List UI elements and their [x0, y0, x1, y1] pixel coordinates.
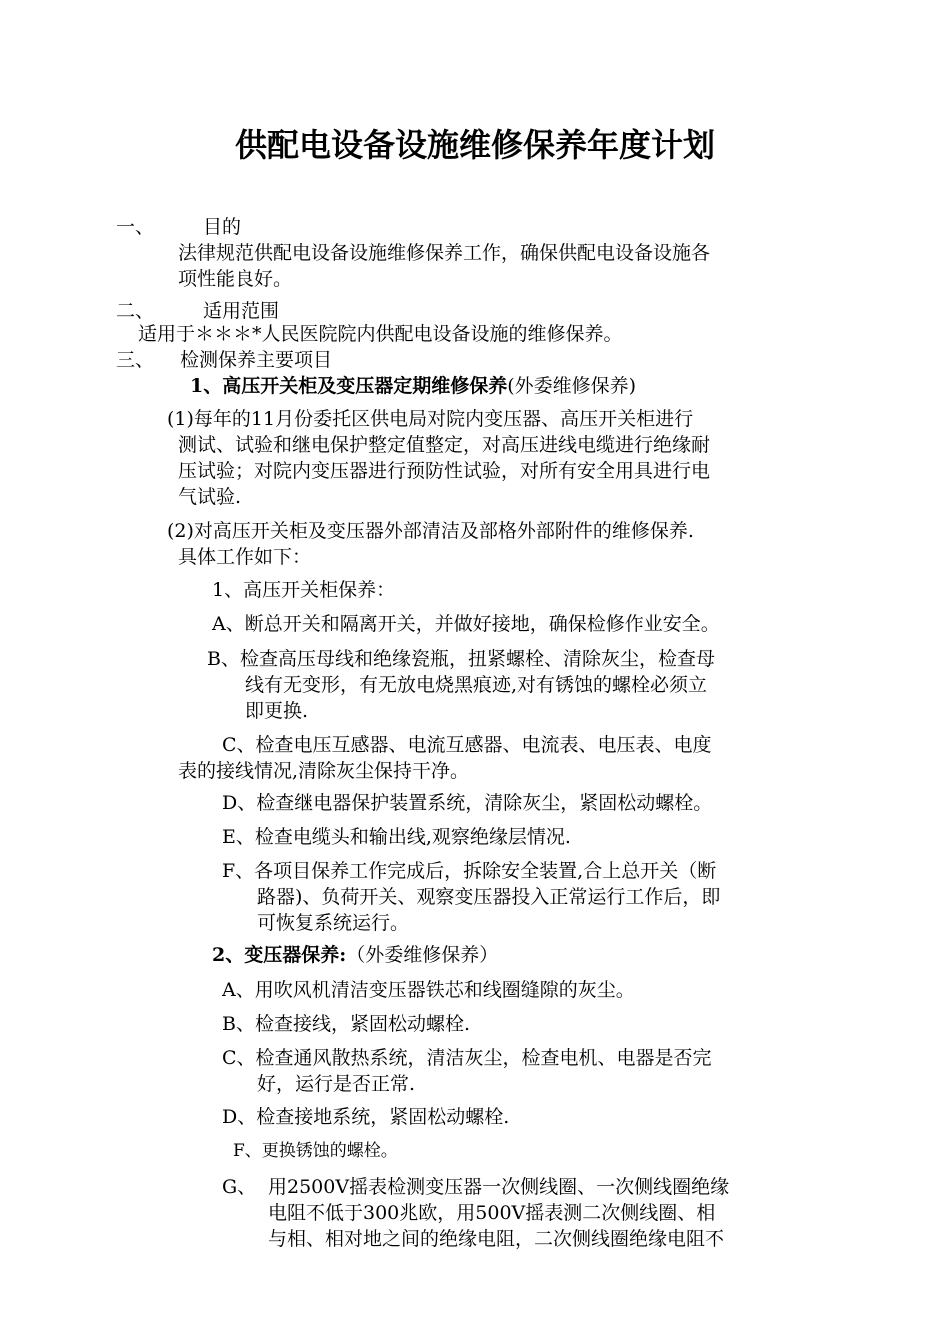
tr-item-g-label: G、 — [222, 1176, 257, 1198]
section-1-heading: 目的 — [203, 216, 242, 238]
hv-item-b-line3: 即更换. — [245, 700, 309, 722]
section-1-body-line2: 项性能良好。 — [178, 268, 293, 290]
tr-item-g-line2: 电阻不低于300兆欧，用500V摇表测二次侧线圈、相 — [268, 1202, 716, 1224]
tr-item-a: A、用吹风机清洁变压器铁芯和线圈缝隙的灰尘。 — [222, 979, 635, 1001]
tr-item-f: F、更换锈蚀的螺栓。 — [233, 1141, 398, 1161]
hv-cabinet-heading: 1、高压开关柜保养： — [212, 579, 396, 601]
section-2-heading: 适用范围 — [203, 300, 280, 322]
hv-item-f-line3: 可恢复系统运行。 — [257, 912, 410, 934]
section-2-body: 适用于＊＊＊*人民医院院内供配电设备设施的维修保养。 — [138, 323, 623, 345]
paragraph-1-line1: (1)每年的11月份委托区供电局对院内变压器、高压开关柜进行 — [167, 408, 694, 430]
section-3-heading: 检测保养主要项目 — [180, 349, 333, 371]
section-3-number: 三、 — [116, 349, 155, 371]
tr-item-b: B、检查接线，紧固松动螺栓. — [222, 1013, 471, 1035]
transformer-heading-bold: 2、变压器保养: — [212, 944, 347, 966]
subsection-1-heading — [190, 372, 636, 401]
transformer-heading — [212, 941, 498, 970]
subsection-1-heading-note: (外委维修保养) — [507, 375, 637, 397]
paragraph-2-line2: 具体工作如下： — [178, 546, 312, 568]
document-title: 供配电设备设施维修保养年度计划 — [234, 126, 715, 164]
section-1-number: 一、 — [116, 216, 155, 238]
paragraph-1-line2: 测试、试验和继电保护整定值整定，对高压进线电缆进行绝缘耐 — [178, 434, 711, 456]
subsection-1-heading-bold: 1、高压开关柜及变压器定期维修保养 — [190, 375, 508, 397]
section-2-number: 二、 — [116, 300, 155, 322]
hv-item-b-line2: 线有无变形，有无放电烧黑痕迹,对有锈蚀的螺栓必须立 — [245, 674, 708, 696]
section-1-body-line1: 法律规范供配电设备设施维修保养工作，确保供配电设备设施各 — [178, 242, 711, 264]
hv-item-e: E、检查电缆头和输出线,观察绝缘层情况. — [222, 826, 571, 848]
paragraph-1-line3: 压试验；对院内变压器进行预防性试验，对所有安全用具进行电 — [178, 460, 711, 482]
hv-item-d: D、检查继电器保护装置系统，清除灰尘，紧固松动螺栓。 — [222, 792, 713, 814]
paragraph-2-line1: (2)对高压开关柜及变压器外部清洁及部格外部附件的维修保养. — [167, 520, 694, 542]
hv-item-a: A、断总开关和隔离开关，并做好接地，确保检修作业安全。 — [212, 613, 720, 635]
hv-item-c-line1: C、检查电压互感器、电流互感器、电流表、电压表、电度 — [222, 734, 712, 756]
tr-item-g-line1: 用2500V摇表检测变压器一次侧线圈、一次侧线圈绝缘 — [268, 1176, 730, 1198]
paragraph-1-line4: 气试验. — [178, 486, 242, 508]
tr-item-c-line1: C、检查通风散热系统，清洁灰尘，检查电机、电器是否完 — [222, 1047, 712, 1069]
tr-item-g-line3: 与相、相对地之间的绝缘电阻，二次侧线圈绝缘电阻不 — [268, 1228, 725, 1250]
tr-item-c-line2: 好，运行是否正常. — [257, 1073, 416, 1095]
transformer-heading-note: （外委维修保养） — [346, 944, 499, 966]
hv-item-f-line1: F、各项目保养工作完成后，拆除安全装置,合上总开关（断 — [222, 860, 717, 882]
hv-item-f-line2: 路器)、负荷开关、观察变压器投入正常运行工作后，即 — [257, 886, 721, 908]
tr-item-d: D、检查接地系统，紧固松动螺栓. — [222, 1106, 510, 1128]
hv-item-b-line1: B、检查高压母线和绝缘瓷瓶，扭紧螺栓、清除灰尘，检查母 — [207, 648, 715, 670]
hv-item-c-line2: 表的接线情况,清除灰尘保持干净。 — [178, 760, 470, 782]
